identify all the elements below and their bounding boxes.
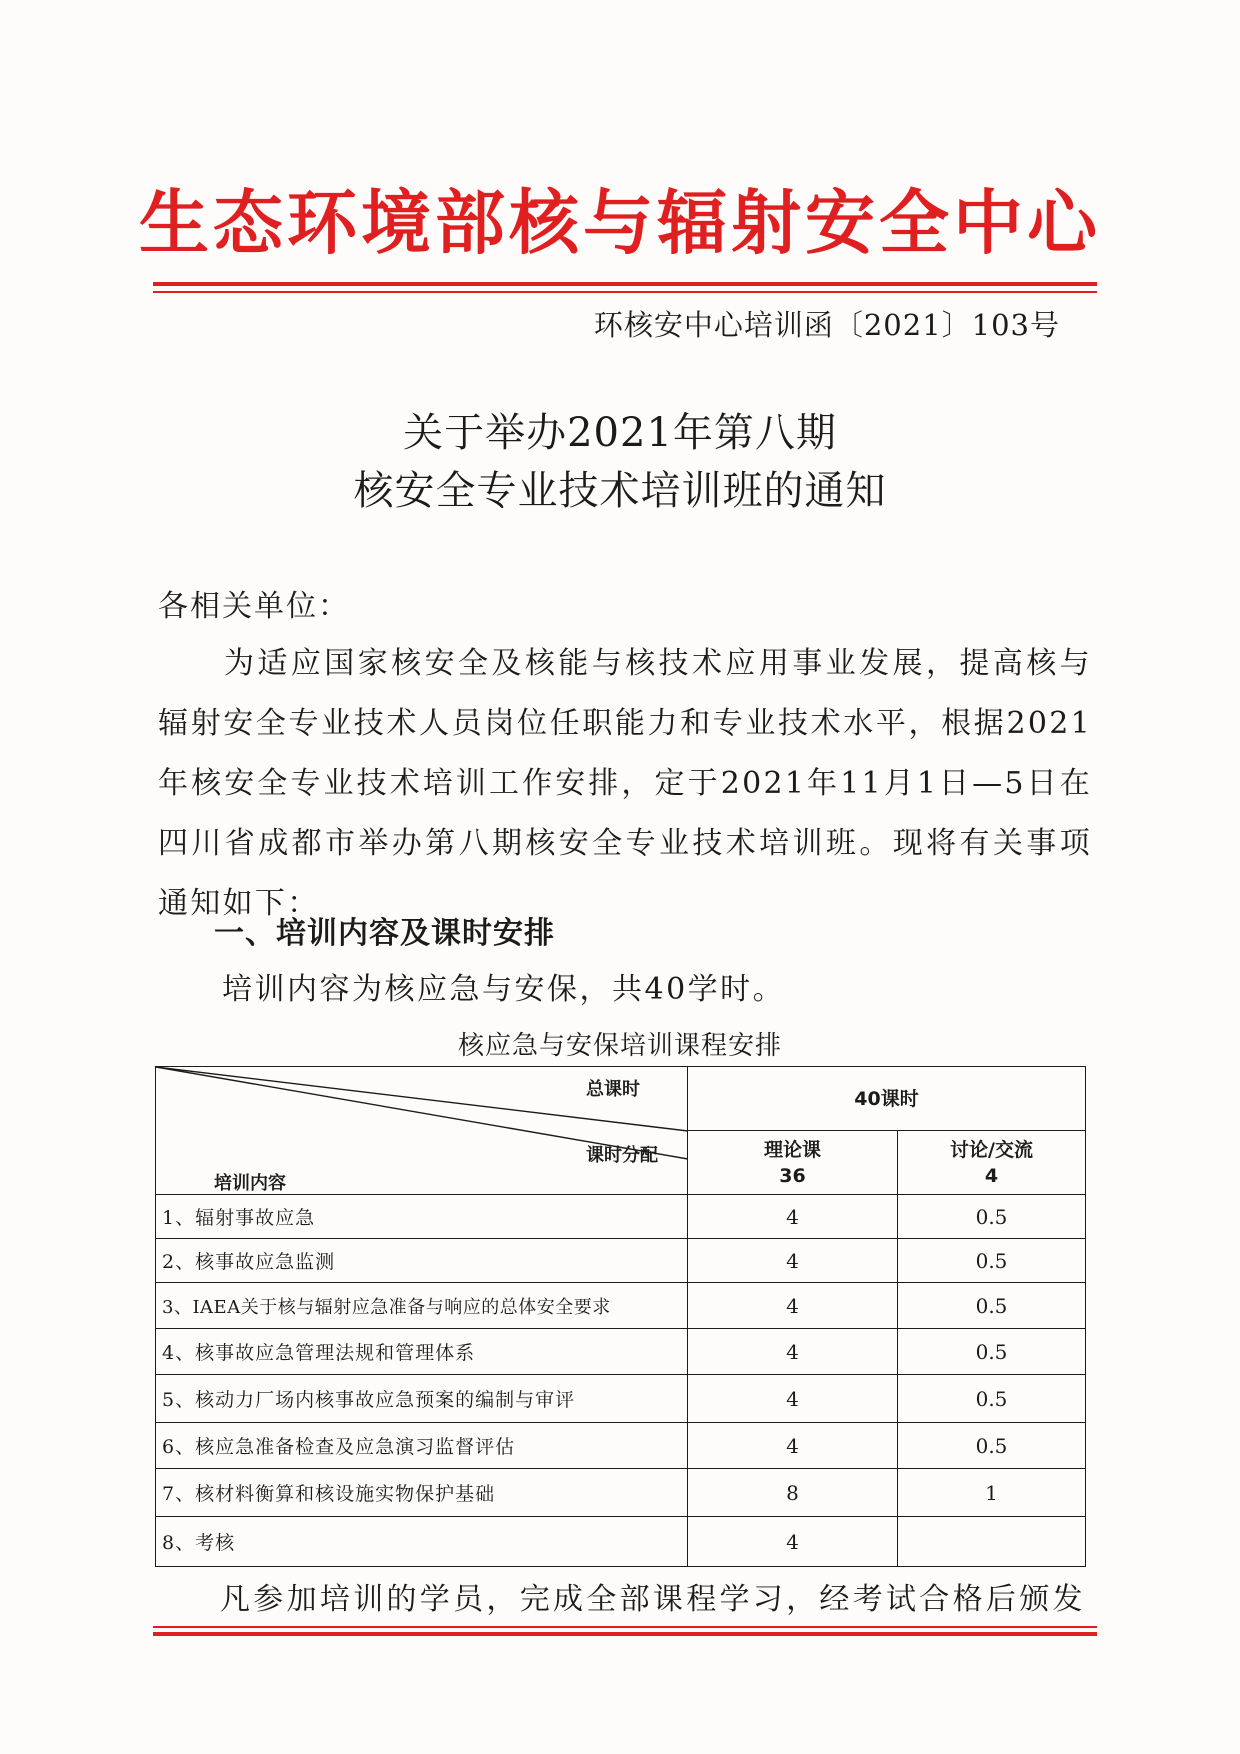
theory-hours: 4	[688, 1239, 898, 1283]
footer-rule-thin	[153, 1626, 1097, 1628]
table-row	[156, 1517, 1086, 1567]
course-schedule-table	[155, 1066, 1086, 1567]
course-item: 2、核事故应急监测	[156, 1239, 688, 1283]
notice-title-line-1: 关于举办2021年第八期	[403, 410, 837, 456]
body-paragraph: 为适应国家核安全及核能与核技术应用事业发展，提高核与辐射安全专业技术人员岗位任职能力和专业技术水平，根据2021年核安全专业技术培训工作安排，定于2021年11月1日—5日在四川省成都市举办第八期核安全专业技术培训班。现将有关事项通知如下：	[158, 646, 1092, 921]
org-title: 生态环境部核与辐射安全中心	[139, 182, 1101, 264]
course-item: 3、IAEA关于核与辐射应急准备与响应的总体安全要求	[156, 1283, 688, 1329]
closing-line: 凡参加培训的学员，完成全部课程学习，经考试合格后颁发	[220, 1582, 1086, 1617]
discussion-hours: 0.5	[898, 1239, 1086, 1283]
theory-hours: 4	[688, 1195, 898, 1239]
document-number: 环核安中心培训函〔2021〕103号	[593, 308, 1060, 342]
table-row	[156, 1329, 1086, 1375]
total-hours-cell: 40课时	[688, 1067, 1086, 1131]
table-row	[156, 1469, 1086, 1517]
discussion-label: 讨论/交流	[950, 1138, 1033, 1161]
course-item: 4、核事故应急管理法规和管理体系	[156, 1329, 688, 1375]
footer-rule-thick	[153, 1632, 1097, 1636]
table-row	[156, 1375, 1086, 1423]
table-row	[156, 1239, 1086, 1283]
section-heading: 一、培训内容及课时安排	[214, 916, 555, 951]
training-content-line: 培训内容为核应急与安保，共40学时。	[222, 972, 786, 1007]
discussion-hours: 0.5	[898, 1195, 1086, 1239]
notice-title-line-2: 核安全专业技术培训班的通知	[353, 468, 887, 514]
theory-hours: 4	[688, 1423, 898, 1469]
discussion-hours: 1	[898, 1469, 1086, 1517]
discussion-hours: 0.5	[898, 1423, 1086, 1469]
table-row	[156, 1283, 1086, 1329]
discussion-hours: 0.5	[898, 1329, 1086, 1375]
course-item: 5、核动力厂场内核事故应急预案的编制与审评	[156, 1375, 688, 1423]
discussion-hours	[898, 1517, 1086, 1567]
corner-label-content: 培训内容	[214, 1173, 286, 1194]
theory-label: 理论课	[763, 1138, 821, 1161]
table-caption: 核应急与安保培训课程安排	[457, 1031, 782, 1061]
course-item: 8、考核	[156, 1517, 688, 1567]
theory-hours: 4	[688, 1283, 898, 1329]
theory-hours: 8	[688, 1469, 898, 1517]
corner-label-total: 总课时	[586, 1079, 640, 1100]
theory-header-cell	[688, 1131, 898, 1195]
theory-hours: 4	[688, 1375, 898, 1423]
theory-hours: 4	[688, 1329, 898, 1375]
table-row	[156, 1195, 1086, 1239]
theory-hours: 4	[688, 1517, 898, 1567]
discussion-hours: 0.5	[898, 1375, 1086, 1423]
theory-total: 36	[779, 1164, 806, 1187]
header-rule-thick	[153, 282, 1097, 286]
discussion-header-cell	[898, 1131, 1086, 1195]
corner-label-allocation: 课时分配	[586, 1145, 658, 1166]
header-rule-thin	[153, 291, 1097, 293]
table-row	[156, 1423, 1086, 1469]
table-corner-header	[156, 1067, 688, 1195]
salutation: 各相关单位：	[158, 589, 350, 624]
course-item: 1、辐射事故应急	[156, 1195, 688, 1239]
course-item: 7、核材料衡算和核设施实物保护基础	[156, 1469, 688, 1517]
discussion-total: 4	[984, 1164, 999, 1187]
discussion-hours: 0.5	[898, 1283, 1086, 1329]
course-item: 6、核应急准备检查及应急演习监督评估	[156, 1423, 688, 1469]
